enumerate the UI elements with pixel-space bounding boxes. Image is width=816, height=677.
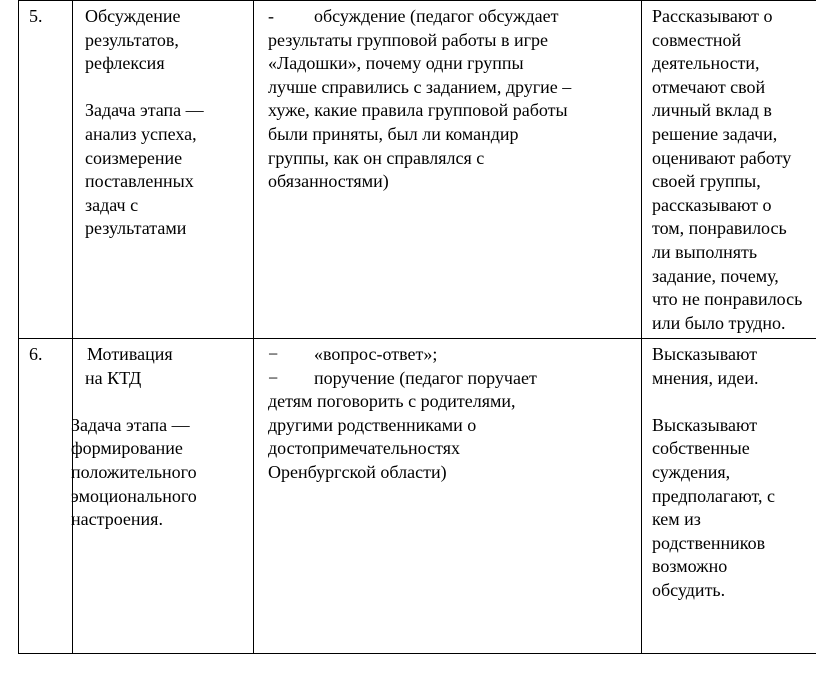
teacher-activity-item-1: «вопрос-ответ»; [314,344,438,364]
stage-title: Мотивация [87,344,173,364]
stage-number: 5. [29,6,43,26]
teacher-activity-first-line: обсуждение (педагог обсуждает [314,6,559,26]
stage-task: Задача этапа — формирование положительного эмоционального настроения. [71,414,197,530]
teacher-activity-item-2-text: детям поговорить с родителями, другими родственниками о достопримечательностях Оренбургской области) [268,391,516,482]
table-row [19,1,816,339]
stage-task: Задача этапа — анализ успеха, соизмерение поставленных задач с результатами [85,100,204,239]
children-activity-text-2: Высказывают собственные суждения, предполагают, с кем из родственников возможно обсудить. [652,414,775,600]
stage-title: Обсуждение результатов, рефлексия [85,6,181,74]
stage-description-cell [73,1,254,339]
list-dash: − [268,367,279,388]
children-activity-text-1: Высказывают мнения, идеи. [652,344,759,388]
teacher-activity-cell [254,339,642,654]
stage-title-line-2: на КТД [85,367,142,388]
teacher-activity-item-2-first-line: поручение (педагог поручает [314,367,537,388]
stage-description-cell [73,339,254,654]
lesson-stages-table [18,0,816,654]
stage-number: 6. [29,344,43,364]
list-dash: − [268,344,279,364]
list-dash: - [268,6,274,26]
teacher-activity-cell [254,1,642,339]
stage-number-cell [19,339,73,654]
stage-number-cell [19,1,73,339]
children-activity-cell [642,339,816,654]
table-row [19,339,816,654]
teacher-activity-text: результаты групповой работы в игре «Ладошки», почему одни группы лучше справились с заданием, другие – хуже, какие правила групповой работы были приняты, был ли командир группы, как он справлялся с обязанностями) [268,29,572,192]
children-activity-cell [642,1,816,339]
children-activity-text: Рассказывают о совместной деятельности, отмечают свой личный вклад в решение задачи, оценивают работу своей группы, рассказывают о том, понравилось ли выполнять задание, почему, что не понравилось или было трудно. [652,6,803,333]
